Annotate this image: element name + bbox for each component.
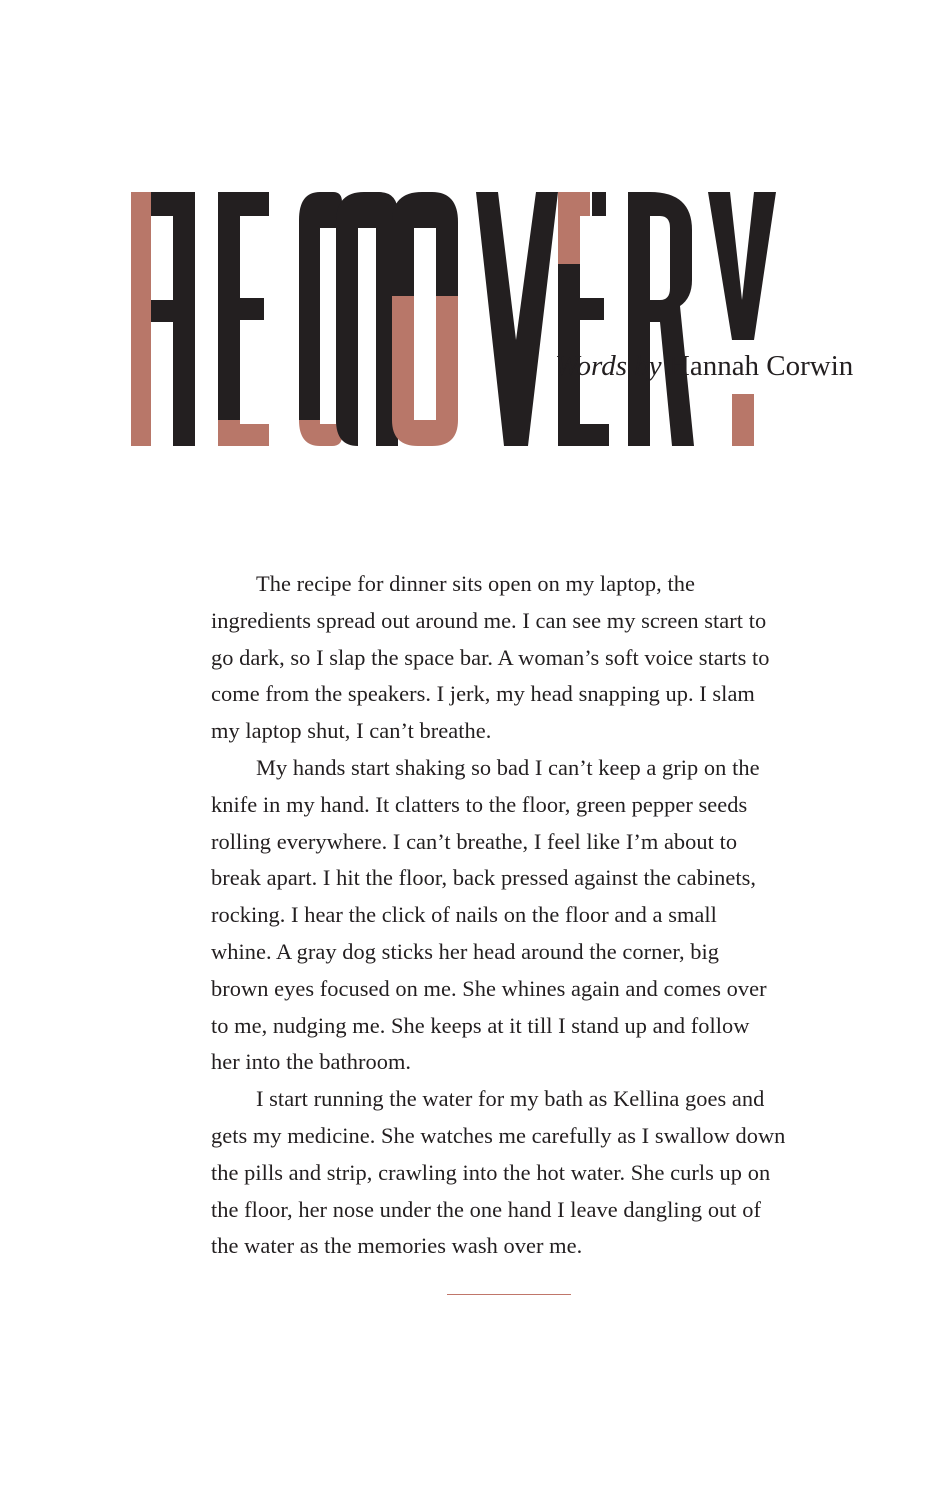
story-line: whine. A gray dog sticks her head around the corner, big bbox=[211, 938, 720, 964]
story-line: come from the speakers. I jerk, my head snapping up. I slam bbox=[211, 681, 755, 707]
title-letter-e2 bbox=[558, 192, 609, 446]
story-line: rocking. I hear the click of nails on the floor and a small bbox=[211, 902, 717, 928]
byline bbox=[555, 352, 853, 381]
title-letter-e bbox=[218, 192, 269, 446]
title-letter-o2 bbox=[392, 192, 458, 446]
story-line: the pills and strip, crawling into the hot water. She curls up on bbox=[211, 1159, 771, 1185]
story-line: My hands start shaking so bad I can’t keep a grip on the bbox=[256, 754, 760, 780]
title-letter-o bbox=[336, 192, 398, 446]
title-letter-v bbox=[476, 192, 558, 446]
story-line: knife in my hand. It clatters to the floor, green pepper seeds bbox=[211, 791, 748, 817]
story-line: to me, nudging me. She keeps at it till I stand up and follow bbox=[211, 1012, 750, 1038]
story-line: The recipe for dinner sits open on my laptop, the bbox=[256, 571, 695, 596]
story-paragraph bbox=[211, 566, 821, 750]
story-line: the water as the memories wash over me. bbox=[211, 1233, 583, 1259]
story-line: gets my medicine. She watches me carefully as I swallow down bbox=[211, 1122, 786, 1148]
story-line: go dark, so I slap the space bar. A woman’s soft voice starts to bbox=[211, 644, 770, 670]
section-end-rule bbox=[447, 1294, 571, 1295]
story-paragraph bbox=[211, 750, 821, 1081]
title-letter-r2 bbox=[628, 192, 694, 446]
title-recovery bbox=[0, 0, 945, 500]
byline-prefix: Words by bbox=[555, 350, 662, 382]
story-line: my laptop shut, I can’t breathe. bbox=[211, 718, 492, 744]
story-line: brown eyes focused on me. She whines again and comes over bbox=[211, 975, 767, 1001]
story-body bbox=[211, 566, 821, 1265]
story-line: her into the bathroom. bbox=[211, 1049, 412, 1075]
story-line: break apart. I hit the floor, back pressed against the cabinets, bbox=[211, 865, 757, 891]
title-letter-c bbox=[299, 192, 342, 446]
title-block bbox=[0, 0, 945, 500]
story-paragraph bbox=[211, 1081, 821, 1265]
story-line: ingredients spread out around me. I can see my screen start to bbox=[211, 607, 767, 633]
story-line: the floor, her nose under the one hand I leave dangling out of bbox=[211, 1196, 761, 1222]
story-line: rolling everywhere. I can’t breathe, I feel like I’m about to bbox=[211, 828, 738, 854]
title-letter-r bbox=[131, 192, 195, 446]
title-letter-y bbox=[708, 192, 776, 446]
byline-author: Hannah Corwin bbox=[668, 350, 854, 382]
story-line: I start running the water for my bath as Kellina goes and bbox=[256, 1086, 765, 1112]
